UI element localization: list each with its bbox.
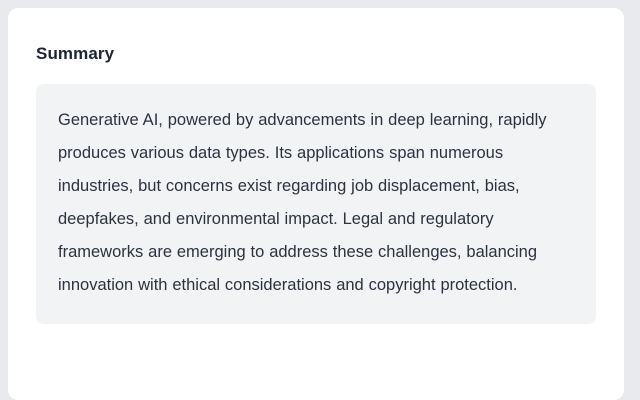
summary-body-text: Generative AI, powered by advancements in deep learning, rapidly produces various data types. Its applications span numerous industries, but concerns exist regarding job displacement, bias, deepfakes, and environmental impact. Legal and regulatory frameworks are emerging to address these challenges, balancing innovation with ethical considerations and copyright protection.	[58, 111, 547, 295]
page-title: Summary	[36, 44, 115, 63]
summary-panel	[36, 84, 596, 324]
summary-card	[8, 8, 624, 400]
